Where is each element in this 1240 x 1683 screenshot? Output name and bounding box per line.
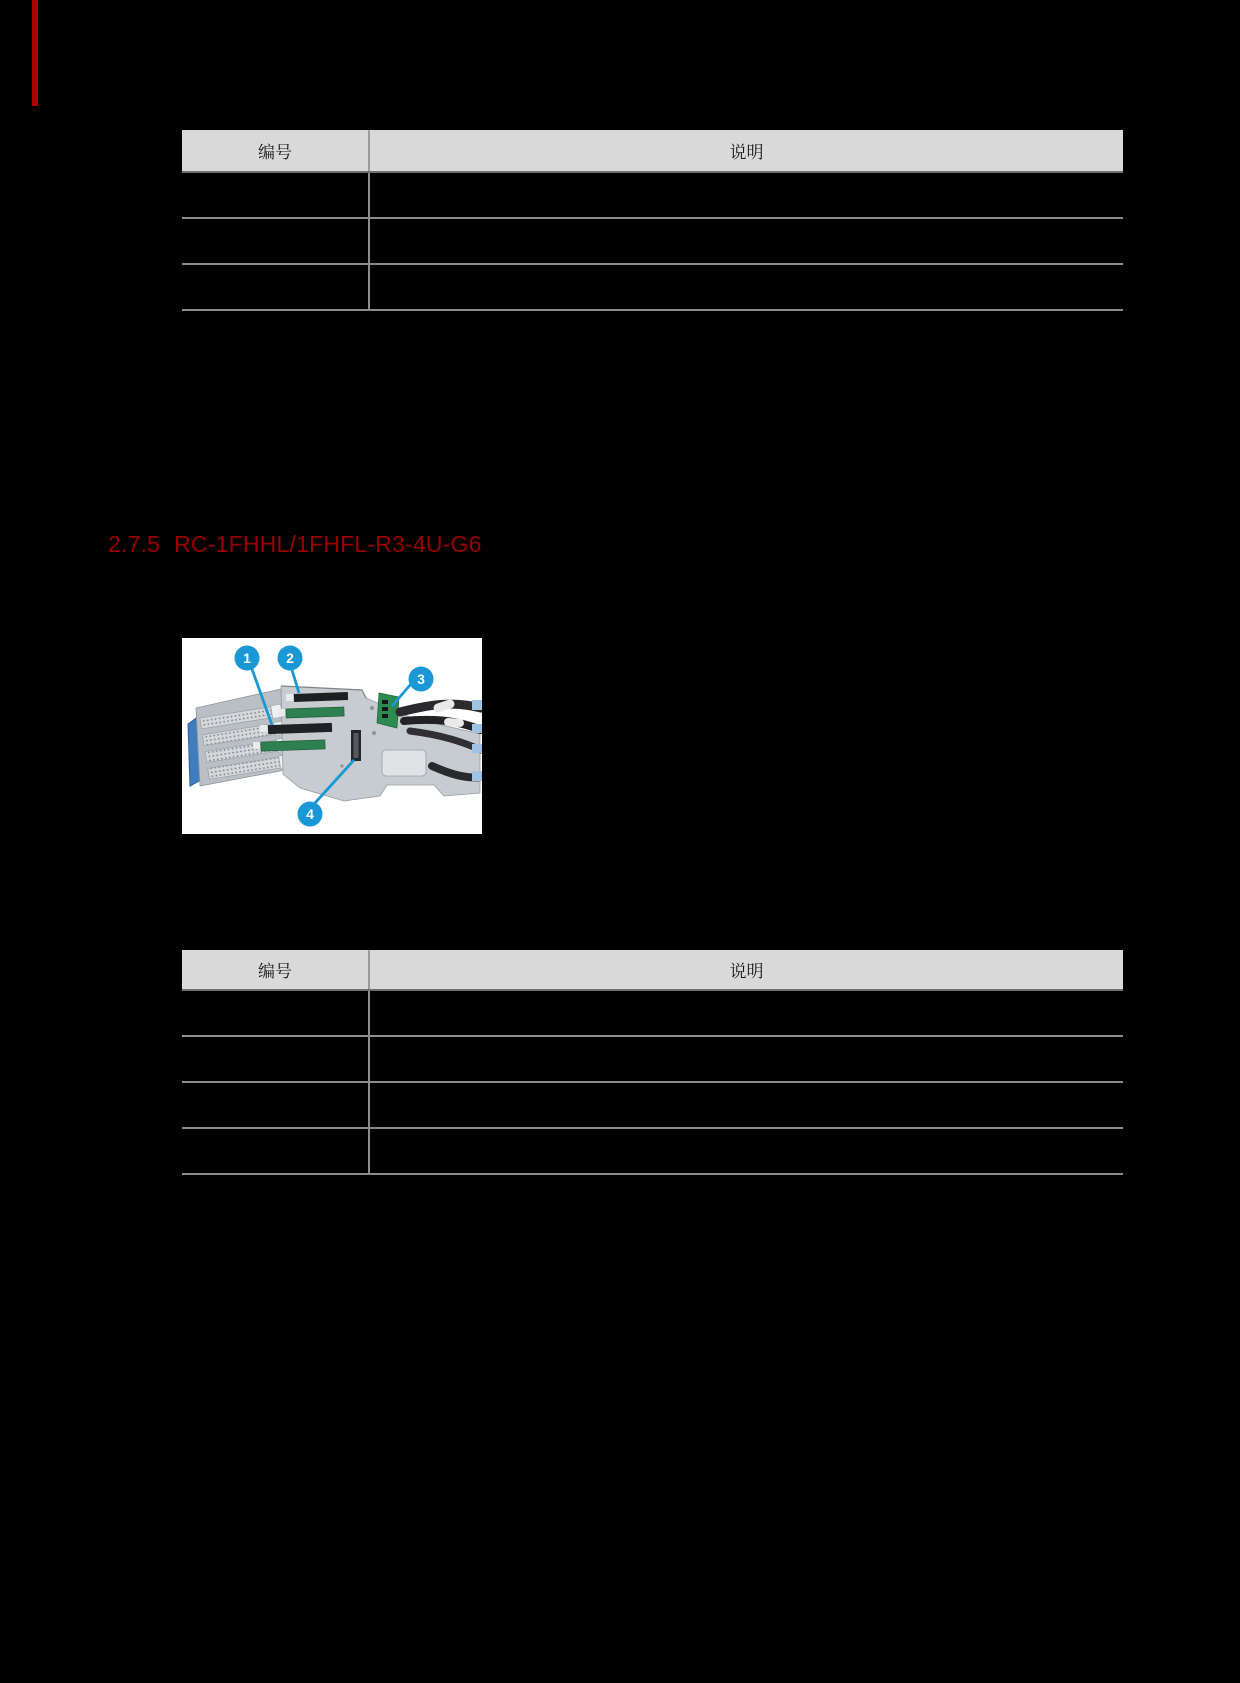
left-margin-red-strip [32,0,38,106]
callout-2-label: 2 [286,650,294,666]
cell-number [182,1082,369,1128]
table-row [182,990,1123,1036]
power-pcb [377,693,399,728]
table-row [182,1082,1123,1128]
cell-description [369,1128,1123,1174]
riser-card-figure [182,638,482,834]
cell-description [369,172,1123,218]
cell-description [369,990,1123,1036]
callout-3-label: 3 [417,671,425,687]
cell-description [369,264,1123,310]
riser-card-photo [182,638,482,834]
cell-description [369,1036,1123,1082]
cell-number [182,990,369,1036]
table-row [182,264,1123,310]
column-header-description: 说明 [369,130,1123,172]
parts-table-bottom [182,950,1123,1175]
table-row [182,218,1123,264]
section-number: 2.7.5 [108,531,161,557]
cell-number [182,1128,369,1174]
parts-table-top [182,130,1123,311]
column-header-number: 编号 [182,950,369,990]
table-row [182,1128,1123,1174]
callout-1-label: 1 [243,650,251,666]
table-row [182,1036,1123,1082]
table-header-row [182,950,1123,990]
handle-cutout [382,750,426,776]
column-header-number: 编号 [182,130,369,172]
table-header-row [182,130,1123,172]
section-title: RC-1FHHL/1FHFL-R3-4U-G6 [174,531,482,557]
cell-number [182,264,369,310]
column-header-description: 说明 [369,950,1123,990]
cell-description [369,218,1123,264]
section-heading [108,531,482,558]
cell-description [369,1082,1123,1128]
vertical-connector [351,730,361,761]
cell-number [182,1036,369,1082]
cell-number [182,218,369,264]
callout-4-label: 4 [306,806,314,822]
cell-number [182,172,369,218]
table-row [182,172,1123,218]
